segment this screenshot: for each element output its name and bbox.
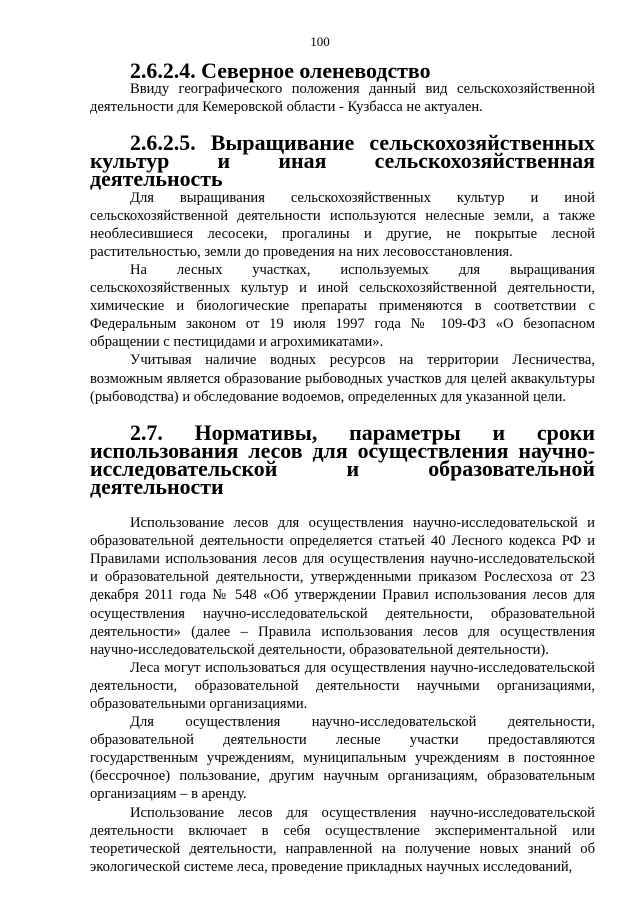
paragraph: Использование лесов для осуществления научно-исследовательской деятельности включает в себя осуществление экспериментальной или теоретической деятельности, направленной на получение новых знаний об экологической системе леса, проведение прикладных научных исследований, [90, 804, 595, 875]
section-heading-2-7: 2.7. Нормативы, параметры и сроки использования лесов для осуществления научно-исследовательской и образовательной деятельности [90, 419, 595, 499]
document-body [90, 58, 595, 876]
paragraph: Учитывая наличие водных ресурсов на территории Лесничества, возможным является образование рыбоводных участков для целей аквакультуры (рыбоводства) и обследование водоемов, определенных для указанной цели. [90, 352, 595, 405]
paragraph: Ввиду географического положения данный вид сельскохозяйственной деятельности для Кемеровской области - Кузбасса не актуален. [90, 81, 595, 116]
paragraph: Для выращивания сельскохозяйственных культур и иной сельскохозяйственной деятельности используются нелесные земли, а также необлесившиеся лесосеки, прогалины и другие, не покрытые лесной растительностью, земли до проведения на них лесовосстановления. [90, 189, 595, 260]
paragraph: Использование лесов для осуществления научно-исследовательской и образовательной деятельности определяется статьей 40 Лесного кодекса РФ и Правилами использования лесов для осуществления научно-исследовательской и образовательной деятельности, утвержденными приказом Рослесхоза от 23 декабря 2011 года № 548 «Об утверждении Правил использования лесов для осуществления научно-исследовательской деятельности, образовательной деятельности» (далее – Правила использования лесов для осуществления научно-исследовательской деятельности, образовательной деятельности). [90, 515, 595, 658]
section-heading-2-6-2-4: 2.6.2.4. Северное оленеводство [130, 58, 431, 83]
page-number: 100 [310, 34, 330, 49]
paragraph: Леса могут использоваться для осуществления научно-исследовательской деятельности, образовательной деятельности научными организациями, образовательными организациями. [90, 659, 595, 712]
section-heading-2-6-2-5: 2.6.2.5. Выращивание сельскохозяйственных культур и иная сельскохозяйственная деятельность [90, 130, 595, 192]
paragraph: Для осуществления научно-исследовательской деятельности, образовательной деятельности лесные участки предоставляются государственным учреждениям, муниципальным учреждениям в постоянное (бессрочное) пользование, другим научным организациям, образовательным организациям – в аренду. [90, 714, 595, 803]
paragraph: На лесных участках, используемых для выращивания сельскохозяйственных культур и иной сельскохозяйственной деятельности, химические и биологические препараты применяются в соответствии с Федеральным законом от 19 июля 1997 года № 109-ФЗ «О безопасном обращении с пестицидами и агрохимикатами». [90, 261, 595, 351]
